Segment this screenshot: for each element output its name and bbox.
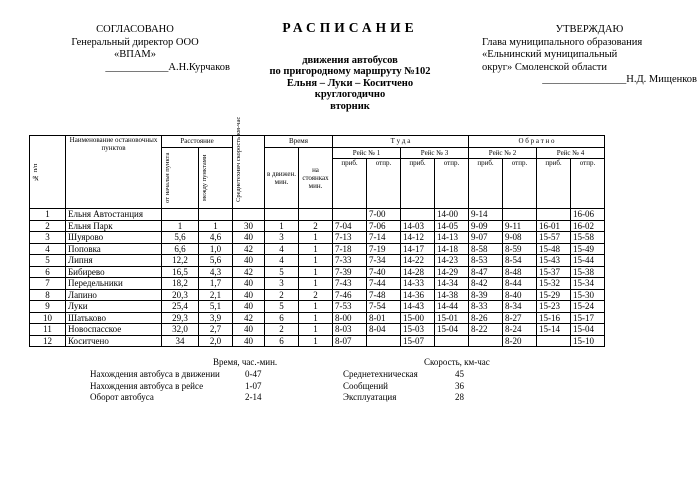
heading-sub-4: круглогодично (314, 89, 386, 100)
cell-t1a: 7-53 (333, 301, 367, 313)
cell-move: 5 (265, 266, 299, 278)
confirmation-line-2: «Ельнинский муниципальный (482, 49, 618, 60)
cell-speed: 42 (233, 312, 265, 324)
cell-t1d: 7-48 (367, 289, 401, 301)
cell-name: Луки (66, 301, 162, 313)
stat-label: Нахождения автобуса в рейсе (90, 380, 204, 391)
header-there: Т у д а (333, 136, 469, 148)
stat-value: 1-07 (245, 380, 262, 391)
approval-signature: ____________А.Н.Курчаков (105, 61, 230, 73)
header-speed: Среднетехнич скорость км-час (233, 136, 265, 209)
header-departure: отпр. (367, 159, 401, 209)
cell-dist: 32,0 (162, 324, 199, 336)
cell-dist: 1 (162, 220, 199, 232)
table-row (30, 243, 605, 255)
cell-t4a: 15-32 (537, 278, 571, 290)
cell-stop: 1 (299, 324, 333, 336)
stat-label: Среднетехническая (343, 369, 418, 379)
cell-stop: 1 (299, 266, 333, 278)
cell-stop: 1 (299, 255, 333, 267)
time-stats (90, 369, 262, 404)
cell-move: 5 (265, 301, 299, 313)
cell-stop: 1 (299, 312, 333, 324)
cell-name: Шатьково (66, 312, 162, 324)
stat-row (343, 392, 464, 404)
cell-dist: 12,2 (162, 255, 199, 267)
cell-t1a: 7-39 (333, 266, 367, 278)
cell-t1d: 8-04 (367, 324, 401, 336)
cell-name: Ельня Парк (66, 220, 162, 232)
cell-t4a: 15-14 (537, 324, 571, 336)
cell-t2a: 8-39 (469, 289, 503, 301)
cell-t1d: 7-19 (367, 243, 401, 255)
table-row (30, 301, 605, 313)
cell-between: 1,7 (199, 278, 233, 290)
cell-dist: 6,6 (162, 243, 199, 255)
cell-speed: 40 (233, 301, 265, 313)
confirmation-line-1: Глава муниципального образования (482, 36, 643, 48)
header-departure: отпр. (571, 159, 605, 209)
cell-t2a: 8-26 (469, 312, 503, 324)
table-row (30, 324, 605, 336)
approval-line-1: Генеральный директор ООО (71, 36, 199, 48)
cell-t2a: 8-42 (469, 278, 503, 290)
cell-t2d: 8-48 (503, 266, 537, 278)
cell-t1d: 7-44 (367, 278, 401, 290)
stat-row (343, 381, 464, 393)
cell-t2a: 9-14 (469, 209, 503, 221)
cell-between: 5,6 (199, 255, 233, 267)
cell-t2a: 9-07 (469, 232, 503, 244)
header-between: между пунктами (199, 147, 233, 209)
schedule-table (29, 116, 605, 347)
heading-sub-5: вторник (330, 100, 370, 112)
cell-t1a: 7-18 (333, 243, 367, 255)
cell-speed: 40 (233, 232, 265, 244)
cell-t4a: 16-01 (537, 220, 571, 232)
header-trip-2: Рейс № 2 (469, 147, 537, 159)
header-from-start: от начальн пункта (162, 147, 199, 209)
cell-t1d: 7-40 (367, 266, 401, 278)
speed-stats-heading: Скорость, км-час (424, 357, 490, 367)
confirmation-block (482, 24, 697, 87)
cell-t2a: 8-22 (469, 324, 503, 336)
approval-line-2: «ВПАМ» (113, 49, 156, 60)
cell-between: 3,9 (199, 312, 233, 324)
cell-t3d: 15-01 (435, 312, 469, 324)
header-at-stops: на стоянках мин. (299, 147, 333, 209)
cell-t2d: 8-24 (503, 324, 537, 336)
cell-t2a: 8-53 (469, 255, 503, 267)
cell-move: 2 (265, 289, 299, 301)
cell-t4d: 15-10 (571, 335, 605, 347)
table-row (30, 289, 605, 301)
heading-sub-1: движения автобусов (302, 54, 398, 66)
cell-t3d: 15-04 (435, 324, 469, 336)
cell-move: 4 (265, 243, 299, 255)
cell-t2d: 9-11 (503, 220, 537, 232)
stat-row (343, 369, 464, 381)
cell-move: 6 (265, 312, 299, 324)
table-row (30, 278, 605, 290)
time-stats-heading: Время, час.-мин. (213, 357, 278, 367)
cell-t2d: 8-27 (503, 312, 537, 324)
table-row (30, 312, 605, 324)
cell-t1d: 7-06 (367, 220, 401, 232)
cell-move: 4 (265, 255, 299, 267)
cell-between: 2,7 (199, 324, 233, 336)
cell-stop: 2 (299, 220, 333, 232)
cell-move: 2 (265, 324, 299, 336)
cell-name: Ельня Автостанция (66, 209, 162, 221)
cell-name: Шуярово (66, 232, 162, 244)
cell-move: 1 (265, 220, 299, 232)
cell-t3a: 15-00 (401, 312, 435, 324)
approval-title: СОГЛАСОВАНО (96, 24, 174, 35)
cell-t3d: 14-00 (435, 209, 469, 221)
cell-t1d: 7-00 (367, 209, 401, 221)
document-title: РАСПИСАНИЕ (282, 20, 418, 35)
cell-t2d: 8-34 (503, 301, 537, 313)
cell-stop: 1 (299, 278, 333, 290)
cell-t2d: 8-44 (503, 278, 537, 290)
cell-t3d: 14-05 (435, 220, 469, 232)
cell-t2a (469, 335, 503, 347)
cell-t3a (401, 209, 435, 221)
header-departure: отпр. (435, 159, 469, 209)
cell-t4d: 15-04 (571, 324, 605, 336)
table-row (30, 220, 605, 232)
cell-speed (233, 209, 265, 221)
cell-n: 5 (30, 255, 66, 267)
cell-t1d: 7-14 (367, 232, 401, 244)
cell-t2a: 9-09 (469, 220, 503, 232)
cell-speed: 40 (233, 335, 265, 347)
confirmation-title: УТВЕРЖДАЮ (555, 24, 624, 35)
cell-stop (299, 209, 333, 221)
table-row (30, 335, 605, 347)
cell-t1d: 8-01 (367, 312, 401, 324)
cell-move: 3 (265, 232, 299, 244)
cell-t4d: 15-24 (571, 301, 605, 313)
stat-value: 28 (455, 392, 464, 402)
cell-t3a: 14-17 (401, 243, 435, 255)
cell-dist: 5,6 (162, 232, 199, 244)
schedule-body (30, 209, 605, 347)
cell-t3a: 14-33 (401, 278, 435, 290)
cell-t4d: 15-17 (571, 312, 605, 324)
cell-name: Новоспасское (66, 324, 162, 336)
cell-t3d: 14-29 (435, 266, 469, 278)
stat-label: Нахождения автобуса в движении (90, 369, 220, 379)
cell-t4a: 15-23 (537, 301, 571, 313)
cell-speed: 40 (233, 255, 265, 267)
table-row (30, 209, 605, 221)
cell-t1a: 8-00 (333, 312, 367, 324)
cell-stop: 1 (299, 301, 333, 313)
stat-value: 0-47 (245, 369, 262, 379)
header-trip-4: Рейс № 4 (537, 147, 605, 159)
header-in-motion: в движен. мин. (265, 147, 299, 209)
cell-t2a: 8-33 (469, 301, 503, 313)
table-row (30, 255, 605, 267)
cell-t1a: 7-13 (333, 232, 367, 244)
stat-row (90, 392, 262, 404)
cell-t2d (503, 209, 537, 221)
cell-t3d: 14-18 (435, 243, 469, 255)
cell-dist: 34 (162, 335, 199, 347)
cell-t1a: 7-46 (333, 289, 367, 301)
header-time: Время (265, 136, 333, 148)
cell-t2d: 8-40 (503, 289, 537, 301)
cell-t4d: 15-30 (571, 289, 605, 301)
cell-t1a: 8-07 (333, 335, 367, 347)
cell-t4a: 15-48 (537, 243, 571, 255)
stat-label: Эксплуатация (343, 392, 397, 402)
header-arrival: приб. (401, 159, 435, 209)
stat-value: 36 (455, 380, 464, 391)
cell-stop: 1 (299, 232, 333, 244)
cell-between (199, 209, 233, 221)
cell-between: 2,0 (199, 335, 233, 347)
stat-label: Сообщений (343, 380, 388, 391)
cell-t1a: 7-43 (333, 278, 367, 290)
cell-t4a (537, 209, 571, 221)
cell-t4a: 15-37 (537, 266, 571, 278)
cell-between: 2,1 (199, 289, 233, 301)
cell-t1a: 8-03 (333, 324, 367, 336)
cell-n: 1 (30, 209, 66, 221)
cell-n: 12 (30, 335, 66, 347)
cell-t2a: 8-47 (469, 266, 503, 278)
header-arrival: приб. (469, 159, 503, 209)
cell-t3d: 14-34 (435, 278, 469, 290)
cell-stop: 2 (299, 289, 333, 301)
cell-t3d: 14-44 (435, 301, 469, 313)
cell-dist (162, 209, 199, 221)
cell-dist: 18,2 (162, 278, 199, 290)
cell-between: 5,1 (199, 301, 233, 313)
cell-dist: 20,3 (162, 289, 199, 301)
cell-n: 9 (30, 301, 66, 313)
table-row (30, 232, 605, 244)
heading-sub-2: по пригородному маршруту №102 (269, 66, 431, 77)
approval-block (40, 24, 230, 74)
cell-stop: 1 (299, 243, 333, 255)
cell-t3a: 14-03 (401, 220, 435, 232)
cell-t4a: 15-43 (537, 255, 571, 267)
stat-row (90, 381, 262, 393)
cell-dist: 25,4 (162, 301, 199, 313)
cell-dist: 29,3 (162, 312, 199, 324)
cell-t3a: 14-43 (401, 301, 435, 313)
cell-n: 3 (30, 232, 66, 244)
cell-t2d: 8-59 (503, 243, 537, 255)
confirmation-line-3: округ» Смоленской области (482, 61, 607, 73)
table-row (30, 266, 605, 278)
cell-name: Коситчено (66, 335, 162, 347)
cell-name: Бибирево (66, 266, 162, 278)
header-trip-3: Рейс № 3 (401, 147, 469, 159)
cell-t1d (367, 335, 401, 347)
cell-between: 4,6 (199, 232, 233, 244)
header-stop-name: Наименование остановочных пунктов (66, 136, 162, 209)
cell-n: 8 (30, 289, 66, 301)
cell-t3a: 15-03 (401, 324, 435, 336)
cell-dist: 16,5 (162, 266, 199, 278)
cell-name: Поповка (66, 243, 162, 255)
cell-speed: 40 (233, 289, 265, 301)
document-heading (235, 22, 465, 112)
cell-t2a: 8-58 (469, 243, 503, 255)
cell-n: 2 (30, 220, 66, 232)
cell-t1d: 7-54 (367, 301, 401, 313)
cell-name: Передельники (66, 278, 162, 290)
cell-n: 7 (30, 278, 66, 290)
cell-t3d (435, 335, 469, 347)
cell-t1a (333, 209, 367, 221)
cell-name: Лапино (66, 289, 162, 301)
cell-t4a: 15-16 (537, 312, 571, 324)
cell-t3a: 14-28 (401, 266, 435, 278)
cell-t4d: 15-34 (571, 278, 605, 290)
cell-t4d: 15-49 (571, 243, 605, 255)
header-number: № п/п (30, 136, 66, 209)
cell-t4d: 15-58 (571, 232, 605, 244)
cell-t1a: 7-33 (333, 255, 367, 267)
cell-t3a: 14-12 (401, 232, 435, 244)
cell-t3d: 14-13 (435, 232, 469, 244)
header-trip-1: Рейс № 1 (333, 147, 401, 159)
cell-speed: 42 (233, 266, 265, 278)
cell-t4d: 15-38 (571, 266, 605, 278)
stat-value: 45 (455, 369, 464, 379)
cell-between: 1,0 (199, 243, 233, 255)
stat-value: 2-14 (245, 392, 262, 402)
cell-between: 1 (199, 220, 233, 232)
cell-n: 11 (30, 324, 66, 336)
cell-t1a: 7-04 (333, 220, 367, 232)
cell-move: 3 (265, 278, 299, 290)
cell-t2d: 9-08 (503, 232, 537, 244)
cell-name: Липня (66, 255, 162, 267)
header-arrival: приб. (537, 159, 571, 209)
cell-move (265, 209, 299, 221)
cell-speed: 40 (233, 278, 265, 290)
cell-n: 6 (30, 266, 66, 278)
cell-t4a: 15-29 (537, 289, 571, 301)
cell-speed: 30 (233, 220, 265, 232)
cell-stop: 1 (299, 335, 333, 347)
cell-t3a: 14-36 (401, 289, 435, 301)
cell-t4d: 16-02 (571, 220, 605, 232)
cell-n: 10 (30, 312, 66, 324)
cell-n: 4 (30, 243, 66, 255)
cell-t4d: 16-06 (571, 209, 605, 221)
cell-t4d: 15-44 (571, 255, 605, 267)
cell-between: 4,3 (199, 266, 233, 278)
confirmation-signature: ________________Н.Д. Мищенков (542, 74, 697, 85)
cell-move: 6 (265, 335, 299, 347)
header-back: О б р а т н о (469, 136, 605, 148)
cell-speed: 42 (233, 243, 265, 255)
header-departure: отпр. (503, 159, 537, 209)
cell-speed: 40 (233, 324, 265, 336)
cell-t3d: 14-38 (435, 289, 469, 301)
heading-sub-3: Ельня – Луки – Коситчено (286, 77, 414, 89)
cell-t1d: 7-34 (367, 255, 401, 267)
cell-t3a: 15-07 (401, 335, 435, 347)
cell-t3a: 14-22 (401, 255, 435, 267)
speed-stats (343, 369, 464, 404)
stat-row (90, 369, 262, 381)
cell-t2d: 8-20 (503, 335, 537, 347)
header-arrival: приб. (333, 159, 367, 209)
stat-label: Оборот автобуса (90, 392, 154, 402)
cell-t4a: 15-57 (537, 232, 571, 244)
cell-t3d: 14-23 (435, 255, 469, 267)
cell-t2d: 8-54 (503, 255, 537, 267)
cell-t4a (537, 335, 571, 347)
header-distance: Расстояние (162, 136, 233, 148)
